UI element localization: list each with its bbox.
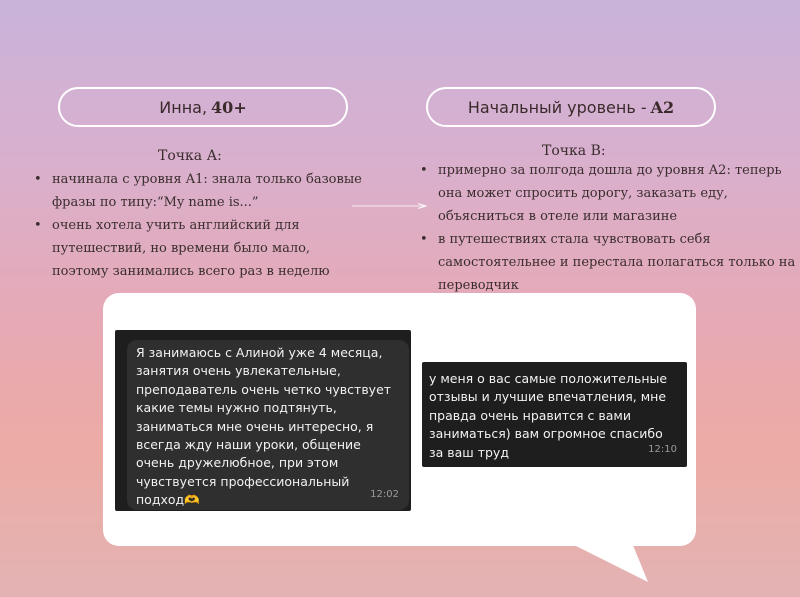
level-pill (426, 87, 716, 127)
message-bubble (422, 364, 687, 465)
client-age: 40+ (211, 97, 247, 117)
message-bubble (127, 340, 409, 510)
list-item: • в путешествиях стала чувствовать себя самостоятельнее и перестала полагаться только на переводчик (420, 228, 800, 297)
level-code: A2 (650, 97, 675, 117)
message-text: у меня о вас самые положительные отзывы и лучшие впечатления, мне правда очень нравится с вами заниматься) вам огромное спасибо за ваш труд (429, 371, 668, 460)
review-screenshot-2 (422, 362, 687, 467)
client-name: Инна, (159, 97, 208, 117)
point-b-list (420, 159, 800, 297)
client-name-pill (58, 87, 348, 127)
list-item: • начинала с уровня A1: знала только базовые фразы по типу:“My name is...” (34, 168, 364, 214)
message-time: 12:10 (648, 443, 677, 455)
point-b-title: Точка B: (542, 143, 606, 159)
list-item: • примерно за полгода дошла до уровня A2: теперь она может спросить дорогу, заказать еду, объясниться в отеле или магазине (420, 159, 800, 228)
message-time: 12:02 (370, 488, 399, 500)
arrow-right-icon (352, 203, 430, 209)
point-a-list (34, 168, 364, 283)
review-screenshot-1 (115, 330, 411, 511)
level-label: Начальный уровень - (467, 97, 647, 117)
point-a-title: Точка А: (158, 148, 222, 164)
message-text: Я занимаюсь с Алиной уже 4 месяца, занятия очень увлекательные, преподаватель очень четко чувствует какие темы нужно подтянуть, заниматься мне очень интересно, я всегда жду наши уроки, общение очень дружелюбное, при этом чувствуется профессиональный подход🫶 (136, 345, 392, 508)
list-item: • очень хотела учить английский для путешествий, но времени было мало, поэтому занимались всего раз в неделю (34, 214, 364, 283)
bubble-tail (560, 538, 650, 582)
